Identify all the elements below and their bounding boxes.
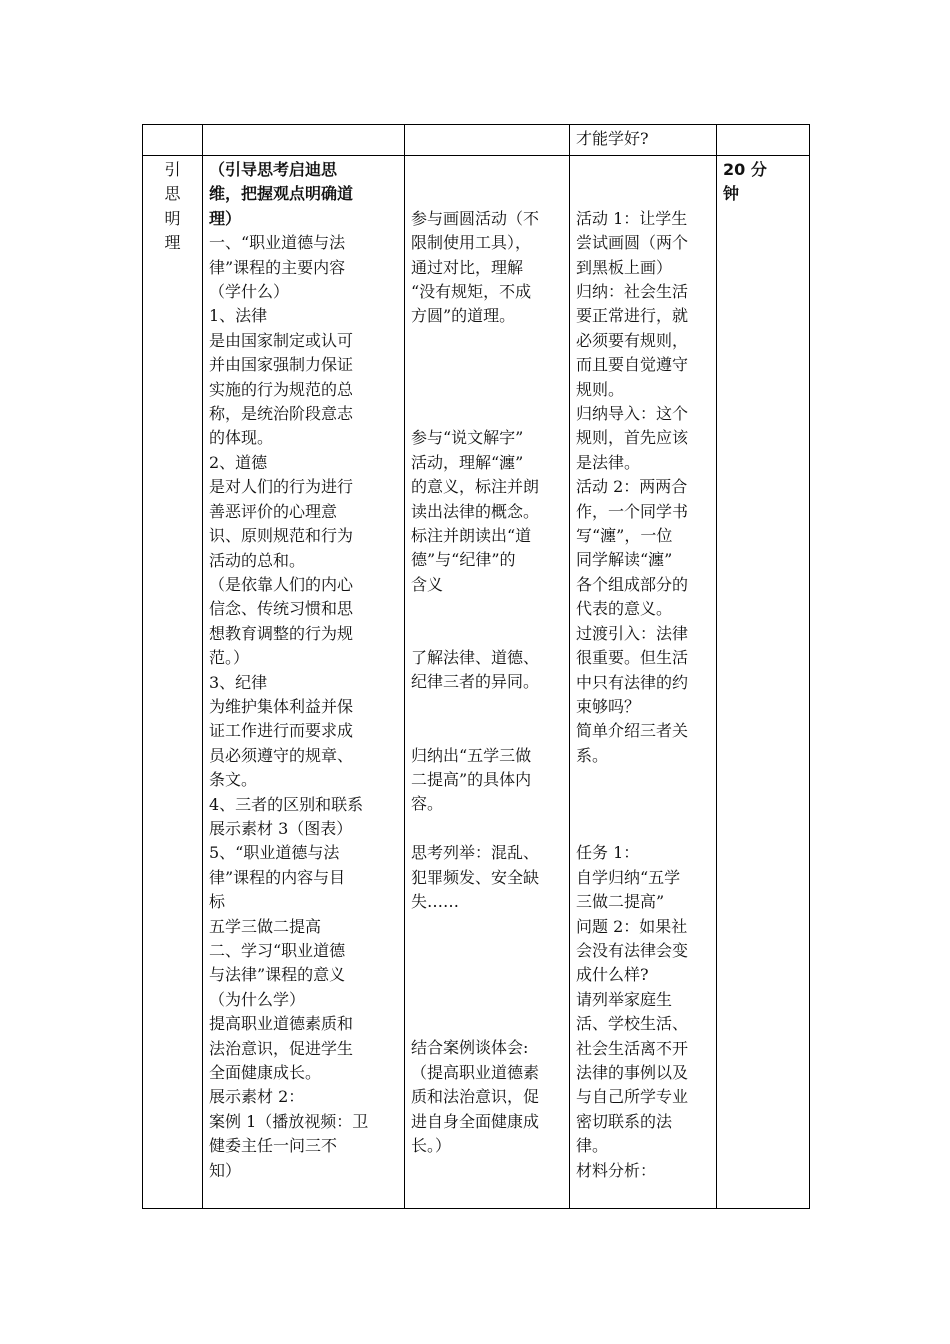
content-line: 为维护集体利益并保 xyxy=(209,696,354,716)
student-activity-line xyxy=(411,353,563,377)
student-activity-line: 读出法律的概念。 xyxy=(411,501,540,521)
content-line: 条文。 xyxy=(209,770,258,790)
student-activity-line: 失…… xyxy=(411,892,460,912)
student-activity-line: 的意义，标注并朗 xyxy=(411,477,540,497)
section-label-char: 思 xyxy=(164,184,181,204)
student-activity-line: 通过对比，理解 xyxy=(411,257,524,277)
student-activity-line xyxy=(411,182,563,206)
teacher-activity-line: 社会生活离不开 xyxy=(576,1038,689,1058)
student-activity-line: 进自身全面健康成 xyxy=(411,1111,540,1131)
content-line: 律”课程的主要内容 xyxy=(209,257,346,277)
student-activity-line: （提高职业道德素 xyxy=(411,1062,540,1082)
content-line: （为什么学） xyxy=(209,989,306,1009)
section-label-char: 理 xyxy=(164,233,181,253)
student-activity-line: 纪律三者的异同。 xyxy=(411,672,540,692)
student-activity-line xyxy=(411,817,563,841)
teacher-activity-line: 各个组成部分的 xyxy=(576,574,689,594)
student-activity-line xyxy=(411,158,563,182)
student-activity-line xyxy=(411,914,563,938)
table-row xyxy=(143,156,810,1209)
student-activity-line: 参与“说文解字” xyxy=(411,428,524,448)
student-activity-line: 犯罪频发、安全缺 xyxy=(411,867,540,887)
teacher-activity-line: 到黑板上画） xyxy=(576,257,673,277)
student-activity-line xyxy=(411,695,563,719)
content-line: 一、“职业道德与法 xyxy=(209,233,346,253)
content-line: 想教育调整的行为规 xyxy=(209,623,354,643)
content-line: 理） xyxy=(209,208,242,228)
teacher-activity-line: 代表的意义。 xyxy=(576,599,673,619)
teacher-activity-line: 规则，首先应该 xyxy=(576,428,689,448)
content-line: （学什么） xyxy=(209,282,290,302)
content-line: （引导思考启迪思 xyxy=(209,160,338,179)
time-line: 20 分 xyxy=(723,160,767,179)
table-row xyxy=(143,125,810,156)
teacher-activity-line: 过渡引入：法律 xyxy=(576,623,689,643)
content-line: 1、法律 xyxy=(209,306,268,326)
student-activity-line: 方圆”的道理。 xyxy=(411,306,516,326)
teacher-activity-line: 写“瀍”，一位 xyxy=(576,526,673,546)
content-line: 标 xyxy=(209,892,226,912)
content-line: 二、学习“职业道德 xyxy=(209,941,346,960)
content-line: 是对人们的行为进行 xyxy=(209,477,354,497)
content-line: 与法律”课程的意义 xyxy=(209,965,346,985)
student-activity-line xyxy=(411,597,563,621)
teacher-activity-line: 律。 xyxy=(576,1136,609,1156)
teacher-activity-line: 必须要有规则， xyxy=(576,330,689,350)
content-line: 2、道德 xyxy=(209,452,268,472)
content-line: 活动的总和。 xyxy=(209,550,306,570)
content-line: 4、三者的区别和联系 xyxy=(209,794,364,814)
teacher-activity-line: 是法律。 xyxy=(576,452,641,472)
cell-text: 才能学好? xyxy=(576,129,649,148)
cell-stage xyxy=(143,125,203,156)
student-activity-line: 了解法律、道德、 xyxy=(411,648,540,667)
student-activity-line xyxy=(411,622,563,646)
teacher-activity-line xyxy=(576,768,710,792)
cell-teacher-activity xyxy=(570,125,717,156)
teacher-activity-line: 要正常进行，就 xyxy=(576,306,689,326)
content-line: 员必须遵守的规章、 xyxy=(209,745,354,765)
student-activity-line: “没有规矩，不成 xyxy=(411,282,532,301)
content-line: 全面健康成长。 xyxy=(209,1063,322,1083)
section-label-char: 引 xyxy=(164,160,181,179)
teacher-activity-line: 成什么样? xyxy=(576,965,649,985)
teacher-activity-line: 简单介绍三者关 xyxy=(576,721,689,741)
student-activity-line xyxy=(411,719,563,743)
teacher-activity-line: 与自己所学专业 xyxy=(576,1087,689,1107)
teacher-activity-line: 材料分析： xyxy=(576,1160,657,1180)
teacher-activity-line: 会没有法律会变 xyxy=(576,940,689,960)
content-line: 律”课程的内容与目 xyxy=(209,867,346,887)
student-activity-line: 长。） xyxy=(411,1136,452,1155)
student-activity-line: 归纳出“五学三做 xyxy=(411,745,532,765)
content-line: 3、纪律 xyxy=(209,672,268,692)
content-line: 维，把握观点明确道 xyxy=(209,184,354,204)
content-line: 实施的行为规范的总 xyxy=(209,379,354,399)
teacher-activity-line: 法律的事例以及 xyxy=(576,1062,689,1082)
student-activity-line: 含义 xyxy=(411,574,444,594)
student-activity-line xyxy=(411,1012,563,1036)
teacher-activity-line: 问题 2：如果社 xyxy=(576,916,688,936)
student-activity-line: 结合案例谈体会: xyxy=(411,1038,529,1058)
content-line: 5、“职业道德与法 xyxy=(209,843,340,863)
content-line: 并由国家强制力保证 xyxy=(209,355,354,375)
teacher-activity-line xyxy=(576,182,710,206)
teacher-activity-line: 规则。 xyxy=(576,379,625,399)
student-activity-line xyxy=(411,329,563,353)
content-line: 五学三做二提高 xyxy=(209,916,322,936)
student-activity-line: 限制使用工具）， xyxy=(411,233,532,253)
teacher-activity-line: 任务 1： xyxy=(576,843,640,863)
content-line: 是由国家制定或认可 xyxy=(209,330,354,350)
content-line: 信念、传统习惯和思 xyxy=(209,599,354,619)
student-activity-line: 质和法治意识，促 xyxy=(411,1087,540,1107)
content-line: 称，是统治阶段意志 xyxy=(209,404,354,424)
time-cell xyxy=(717,156,810,1209)
teacher-activity-line: 尝试画圆（两个 xyxy=(576,233,689,253)
teacher-activity-line: 系。 xyxy=(576,745,609,765)
teacher-activity-line: 活动 1：让学生 xyxy=(576,208,688,228)
student-activity-line xyxy=(411,402,563,426)
content-line: 展示素材 3（图表） xyxy=(209,818,353,838)
teacher-activity-line xyxy=(576,793,710,817)
teacher-activity-line: 同学解读“瀍” xyxy=(576,550,673,570)
teacher-activity-line: 请列举家庭生 xyxy=(576,989,673,1009)
teacher-activity-line: 归纳导入：这个 xyxy=(576,404,689,424)
student-activity-line xyxy=(411,963,563,987)
teacher-activity-cell xyxy=(570,156,717,1209)
student-activity-line: 容。 xyxy=(411,794,444,814)
content-line: 案例 1（播放视频：卫 xyxy=(209,1111,369,1131)
student-activity-line: 思考列举：混乱、 xyxy=(411,843,540,863)
student-activity-cell xyxy=(405,156,570,1209)
content-line: 法治意识，促进学生 xyxy=(209,1038,354,1058)
student-activity-line: 活动，理解“瀍” xyxy=(411,452,524,472)
content-line: 健委主任一问三不 xyxy=(209,1136,338,1156)
teacher-activity-line: 归纳：社会生活 xyxy=(576,282,689,301)
content-line: 识、原则规范和行为 xyxy=(209,526,354,546)
teacher-activity-line: 很重要。但生活 xyxy=(576,648,689,668)
cell-student-activity xyxy=(405,125,570,156)
content-cell xyxy=(203,156,405,1209)
teacher-activity-line: 自学归纳“五学 xyxy=(576,867,681,887)
lesson-plan-table xyxy=(142,124,810,1209)
student-activity-line xyxy=(411,378,563,402)
student-activity-line: 德”与“纪律”的 xyxy=(411,550,516,570)
teacher-activity-line: 中只有法律的约 xyxy=(576,672,689,692)
content-line: 展示素材 2： xyxy=(209,1087,305,1107)
teacher-activity-line: 活、学校生活、 xyxy=(576,1014,689,1034)
teacher-activity-line: 而且要自觉遵守 xyxy=(576,355,689,375)
content-line: 范。） xyxy=(209,648,250,668)
content-line: 提高职业道德素质和 xyxy=(209,1014,354,1034)
content-line: 证工作进行而要求成 xyxy=(209,721,354,741)
content-line: 知） xyxy=(209,1160,242,1180)
cell-content xyxy=(203,125,405,156)
teacher-activity-line: 束够吗？ xyxy=(576,696,641,716)
teacher-activity-line: 密切联系的法 xyxy=(576,1111,673,1131)
content-line: 善恶评价的心理意 xyxy=(209,501,338,521)
teacher-activity-line xyxy=(576,817,710,841)
student-activity-line: 二提高”的具体内 xyxy=(411,770,532,789)
student-activity-line xyxy=(411,939,563,963)
teacher-activity-line: 活动 2：两两合 xyxy=(576,477,688,497)
teacher-activity-line xyxy=(576,158,710,182)
student-activity-line: 标注并朗读出“道 xyxy=(411,526,532,545)
section-label-cell xyxy=(143,156,203,1209)
cell-time xyxy=(717,125,810,156)
student-activity-line: 参与画圆活动（不 xyxy=(411,208,540,228)
student-activity-line xyxy=(411,988,563,1012)
content-line: （是依靠人们的内心 xyxy=(209,574,354,594)
section-label-char: 明 xyxy=(164,208,181,228)
teacher-activity-line: 作，一个同学书 xyxy=(576,501,689,521)
content-line: 的体现。 xyxy=(209,428,274,448)
time-line: 钟 xyxy=(723,184,740,204)
teacher-activity-line: 三做二提高” xyxy=(576,892,665,912)
